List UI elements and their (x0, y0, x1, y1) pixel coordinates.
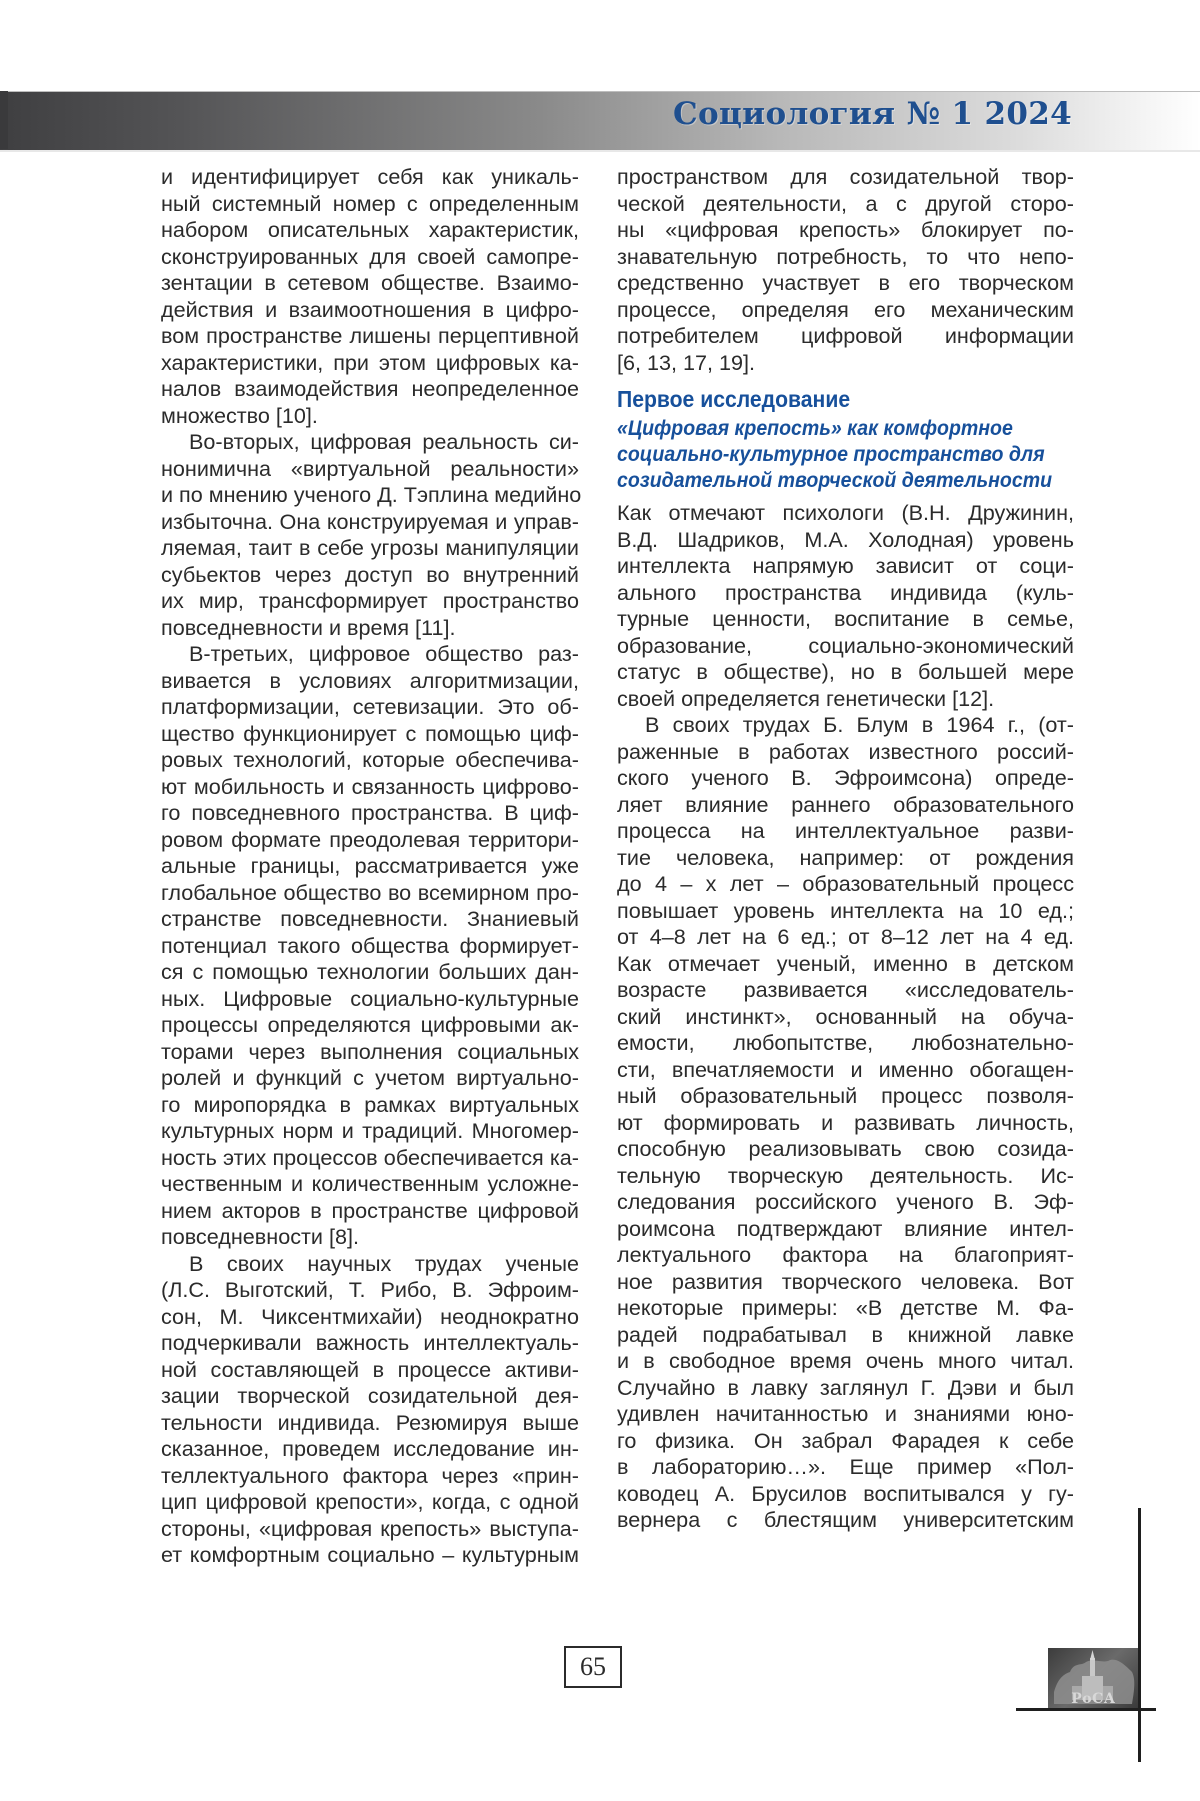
text-line: ровых технологий, которые обеспечива- (161, 747, 579, 772)
text-line: зентации в сетевом обществе. Взаимо- (161, 270, 579, 295)
text-line: образование, социально-экономический (617, 632, 1074, 658)
corner-crop-line-horizontal (1016, 1708, 1156, 1711)
text-line: чественным и количественным усложне- (161, 1171, 579, 1196)
text-line: го миропорядка в рамках виртуальных (161, 1091, 579, 1117)
text-line: ляемая, таит в себе угрозы манипуляции (161, 535, 579, 560)
page-number: 65 (564, 1646, 622, 1688)
text-line: процессе, определяя его механическим (617, 296, 1074, 322)
logo-text: РоСА (1071, 1691, 1116, 1707)
text-line: альные границы, рассматривается уже (161, 853, 579, 878)
text-line: платформизации, сетевизации. Это об- (161, 694, 579, 719)
text-line: стороны, «цифровая крепость» выступа- (161, 1515, 579, 1541)
journal-title: Социология № 1 2024 (673, 96, 1072, 132)
text-line: сон, М. Чиксентмихайи) неоднократно (161, 1303, 579, 1329)
text-line: [6, 13, 17, 19]. (617, 349, 756, 375)
text-line: ют формировать и развивать личность, (617, 1109, 1074, 1135)
text-line: избыточна. Она конструируемая и управ- (161, 508, 579, 534)
text-line: знавательную потребность, то что непо- (617, 243, 1074, 269)
text-line: и идентифицирует себя как уникаль- (161, 164, 579, 189)
text-line: потребителем цифровой информации (617, 323, 1074, 348)
text-line: роимсона подтверждают влияние интел- (617, 1215, 1074, 1241)
text-line: способную реализовывать свою созида- (617, 1136, 1074, 1161)
text-line: Как отмечают психологи (В.Н. Дружинин, (617, 500, 1074, 525)
text-line: глобальное общество во всемирном про- (161, 879, 579, 905)
text-line: статус в обществе), но в большей мере (617, 659, 1074, 684)
text-line: В своих научных трудах ученые (189, 1250, 579, 1276)
text-line: ский инстинкт», основанный на обуча- (617, 1003, 1074, 1029)
text-line: ляет влияние раннего образовательного (617, 791, 1074, 817)
right-column (617, 164, 1074, 1534)
text-line: ный системный номер с определенным (161, 190, 579, 216)
text-line: тие человека, например: от рождения (617, 844, 1074, 870)
text-line: странстве повседневности. Знаниевый (161, 906, 579, 931)
section-subheading (617, 416, 1074, 494)
text-line: следования российского ученого В. Эф- (617, 1189, 1074, 1214)
text-line: Во-вторых, цифровая реальность си- (189, 429, 579, 454)
right-column-intro-text (617, 164, 1074, 376)
text-line: го физика. Он забрал Фарадея к себе (617, 1427, 1074, 1453)
text-line: вом пространстве лишены перцептивной (161, 323, 579, 348)
text-line: емости, любопытстве, любознательно- (617, 1030, 1074, 1055)
text-line: Случайно в лавку заглянул Г. Дэви и был (617, 1374, 1074, 1400)
text-line: процесса на интеллектуальное разви- (617, 818, 1074, 843)
section-heading: Первое исследование (617, 386, 851, 412)
text-line: В своих трудах Б. Блум в 1964 г., (от- (645, 712, 1074, 737)
text-line: и в свободное время очень много читал. (617, 1348, 1074, 1373)
text-line: повышает уровень интеллекта на 10 ед.; (617, 897, 1074, 923)
text-line: от 4–8 лет на 6 ед.; от 8–12 лет на 4 ед. (617, 924, 1074, 949)
text-line: действия и взаимоотношения в цифро- (161, 296, 579, 322)
text-line: радей подрабатывал в книжной лавке (617, 1321, 1074, 1347)
left-column-text (161, 164, 582, 1569)
text-line: сконструированных для своей самопре- (161, 243, 579, 269)
text-line: теллектуального фактора через «прин- (161, 1462, 579, 1488)
text-line: ческой деятельности, а с другой сторо- (617, 190, 1074, 216)
text-line: ное развития творческого человека. Вот (617, 1268, 1074, 1294)
text-line: пространством для созидательной твор- (617, 164, 1074, 189)
text-line: зации творческой созидательной дея- (161, 1383, 579, 1408)
text-line: щество функционирует с помощью циф- (161, 720, 579, 746)
text-line: ководец А. Брусилов воспитывался у гу- (617, 1480, 1074, 1506)
right-column-body-text (617, 500, 1074, 1534)
text-line: цип цифровой крепости», когда, с одной (161, 1489, 579, 1514)
text-line: турные ценности, воспитание в семье, (617, 606, 1074, 631)
text-line: го повседневного пространства. В циф- (161, 800, 579, 825)
text-line: ролей и функций с учетом виртуально- (161, 1065, 579, 1090)
left-column (161, 164, 582, 1569)
text-line: подчеркивали важность интеллектуаль- (161, 1330, 579, 1355)
text-line: торами через выполнения социальных (161, 1038, 579, 1064)
text-line: множество [10]. (161, 402, 318, 428)
text-line: ет комфортным социально – культурным (161, 1542, 579, 1567)
text-line: характеристики, при этом цифровых ка- (161, 349, 579, 375)
corner-crop-line-vertical (1138, 1508, 1141, 1762)
text-line: сказанное, проведем исследование ин- (161, 1436, 579, 1461)
subheading-line: созидательной творческой деятельности (617, 469, 1053, 492)
text-line: ный образовательный процесс позволя- (617, 1083, 1074, 1108)
text-line: (Л.С. Выготский, Т. Рибо, В. Эфроим- (161, 1277, 579, 1302)
text-line: Как отмечает ученый, именно в детском (617, 950, 1074, 976)
text-line: тельности индивида. Резюмируя выше (161, 1409, 579, 1435)
text-line: ность этих процессов обеспечивается ка- (161, 1144, 579, 1170)
university-building-map-logo-icon (1048, 1648, 1139, 1708)
text-line: вернера с блестящим университетским (617, 1507, 1074, 1532)
text-line: раженные в работах известного россий- (617, 738, 1074, 764)
text-line: до 4 – х лет – образовательный процесс (617, 871, 1074, 896)
text-line: тельную творческую деятельность. Ис- (617, 1162, 1074, 1188)
text-line: лектуального фактора на благоприят- (617, 1242, 1074, 1267)
text-line: некоторые примеры: «В детстве М. Фа- (617, 1295, 1074, 1320)
text-line: повседневности и время [11]. (161, 614, 456, 640)
text-line: интеллекта напрямую зависит от соци- (617, 553, 1074, 578)
header-band-edge (0, 91, 8, 149)
text-line: своей определяется генетически [12]. (617, 685, 995, 711)
text-line: их мир, трансформирует пространство (161, 588, 579, 613)
text-line: ны «цифровая крепость» блокирует по- (617, 217, 1074, 242)
text-line: ального пространства индивида (куль- (617, 579, 1074, 605)
text-line: культурных норм и традиций. Многомер- (161, 1118, 579, 1143)
text-line: ровом формате преодолевая территори- (161, 826, 579, 852)
text-line: и по мнению ученого Д. Тэплина медийно (161, 482, 582, 507)
text-line: средственно участвует в его творческом (617, 270, 1074, 295)
text-line: сти, впечатляемости и именно обогащен- (617, 1056, 1074, 1082)
text-line: субьектов через доступ во внутренний (161, 561, 579, 587)
text-line: в лабораторию…». Еще пример «Пол- (617, 1454, 1074, 1479)
text-line: процессы определяются цифровыми ак- (161, 1012, 579, 1037)
text-line: возрасте развивается «исследователь- (617, 977, 1074, 1002)
text-line: В.Д. Шадриков, М.А. Холодная) уровень (617, 526, 1074, 552)
text-line: В-третьих, цифровое общество раз- (189, 641, 579, 666)
text-line: ных. Цифровые социально-культурные (161, 985, 579, 1011)
text-line: налов взаимодействия неопределенное (161, 376, 579, 401)
text-line: потенциал такого общества формирует- (161, 932, 579, 958)
text-line: ся с помощью технологии больших дан- (161, 959, 579, 984)
subheading-line: социально-культурное пространство для (617, 443, 1045, 466)
text-line: набором описательных характеристик, (161, 217, 579, 242)
text-line: ют мобильность и связанность цифрово- (161, 773, 579, 799)
text-line: повседневности [8]. (161, 1224, 359, 1249)
text-line: удивлен начитанностью и знаниями юно- (617, 1401, 1074, 1426)
text-line: ского ученого В. Эфроимсона) опреде- (617, 765, 1074, 790)
text-line: ной составляющей в процессе активи- (161, 1356, 579, 1382)
text-line: вивается в условиях алгоритмизации, (161, 667, 579, 693)
text-line: нонимична «виртуальной реальности» (161, 455, 579, 481)
text-line: нием акторов в пространстве цифровой (161, 1197, 579, 1223)
subheading-line: «Цифровая крепость» как комфортное (617, 417, 1013, 440)
